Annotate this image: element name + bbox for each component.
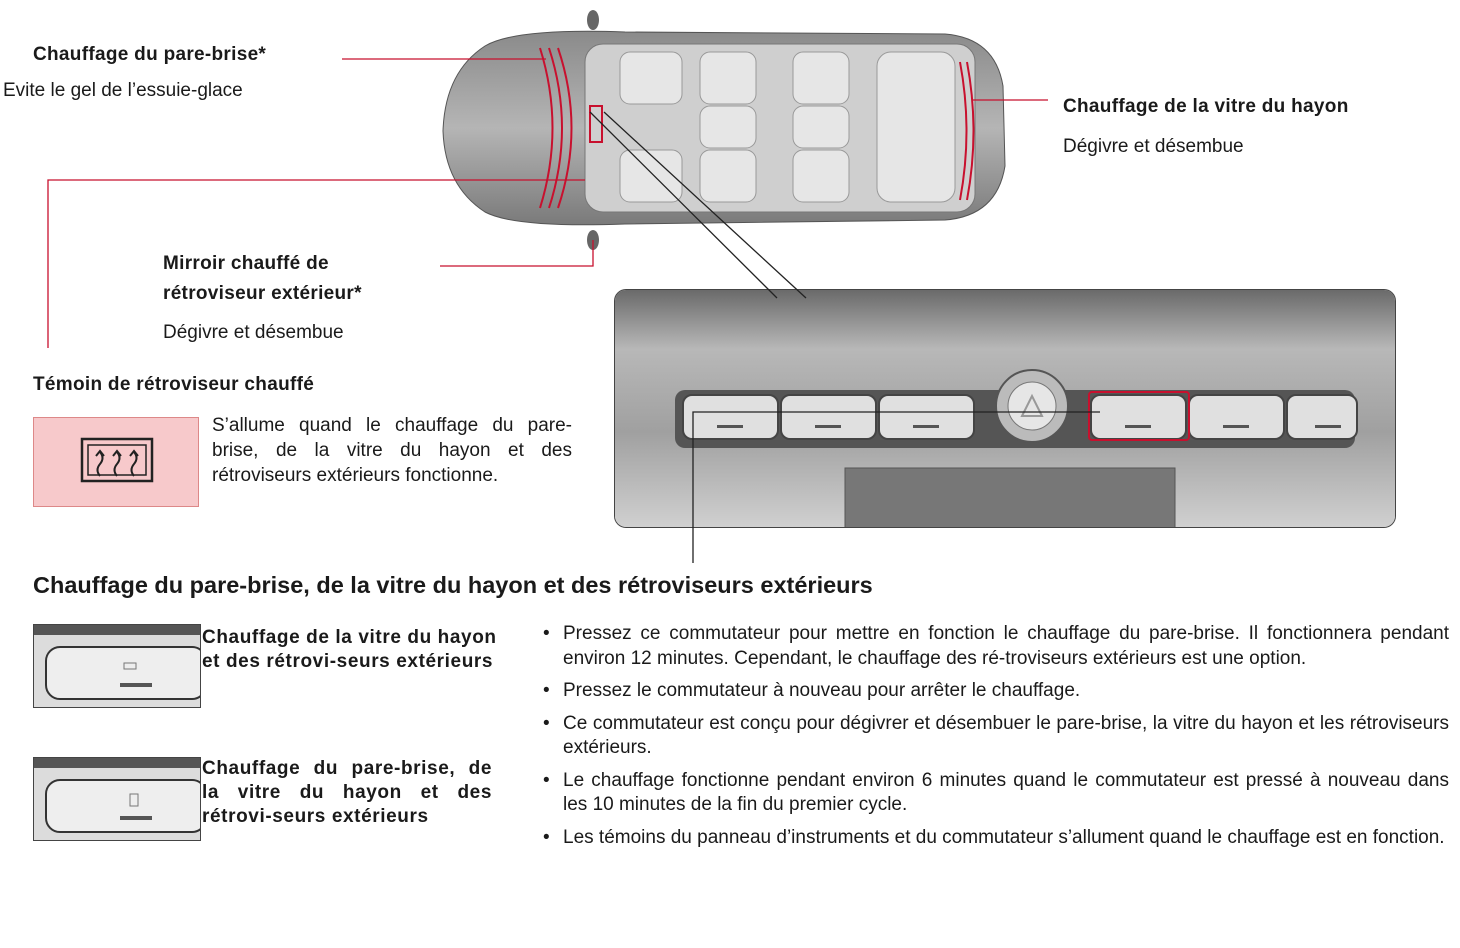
indicator-desc: S’allume quand le chauffage du pare-brise, de la vitre du hayon et des rétroviseurs extérieurs fonctionne. [212,415,572,486]
tailgate-mirror-switch-caption: Chauffage de la vitre du hayon et des rétrovi-seurs extérieurs [202,627,497,672]
list-item: • Pressez ce commutateur pour mettre en fonction le chauffage du pare-brise. Il fonctionnera pendant environ 12 minutes. Cependant, le chauffage des ré-troviseurs extérieurs est une option. [543,623,1449,669]
car-top-view-illustration [425,6,1025,256]
list-item: • Les témoins du panneau d’instruments et du commutateur s’allument quand le chauffage est en fonction. [543,826,1445,848]
windshield-switch-caption: Chauffage du pare-brise, de la vitre du hayon et des rétrovi-seurs extérieurs [202,758,492,827]
list-item: • Le chauffage fonctionne pendant environ 6 minutes quand le commutateur est pressé à nouveau dans les 10 minutes de la fin du premier cycle. [543,769,1449,815]
tailgate-heating-title: Chauffage de la vitre du hayon [1063,96,1349,117]
windshield-switch-image [33,757,201,841]
list-item: • Ce commutateur est conçu pour dégivrer et désembuer le pare-brise, la vitre du hayon et les rétroviseurs extérieurs. [543,712,1449,758]
mirror-heating-title-line2: rétroviseur extérieur* [163,283,362,304]
mirror-heating-desc: Dégivre et désembue [163,322,344,343]
mirror-heating-title-line1: Mirroir chauffé de [163,253,329,274]
section-title: Chauffage du pare-brise, de la vitre du hayon et des rétroviseurs extérieurs [33,572,873,598]
list-item: • Pressez le commutateur à nouveau pour arrêter le chauffage. [543,680,1081,701]
tailgate-mirror-switch-image [33,624,201,708]
indicator-title: Témoin de rétroviseur chauffé [33,374,315,395]
heated-rear-window-indicator-icon [33,417,199,507]
tailgate-heating-desc: Dégivre et désembue [1063,136,1244,157]
dashboard-switch-panel [614,289,1396,528]
windshield-heating-desc: Evite le gel de l’essuie-glace [3,80,243,101]
windshield-heating-title: Chauffage du pare-brise* [33,44,267,65]
instructions-list [541,622,1449,858]
